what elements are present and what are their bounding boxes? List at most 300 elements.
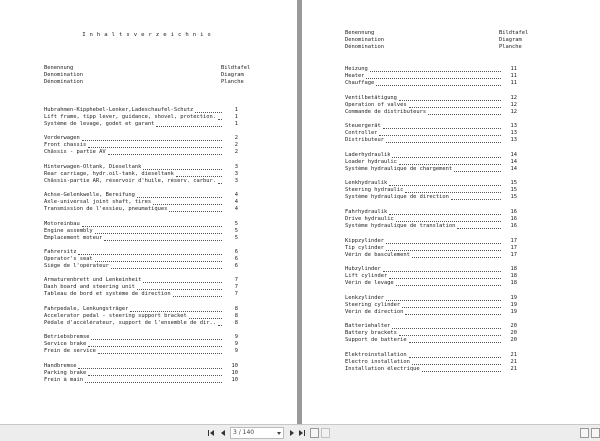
toc-entry-label: Hubzylinder <box>345 266 381 273</box>
toc-entry-page: 18 <box>510 266 517 273</box>
toc-entry-label: Vérin de levage <box>345 280 394 287</box>
toc-entry <box>345 187 517 194</box>
toc-entry <box>345 159 517 166</box>
toc-entry-page: 9 <box>234 334 238 341</box>
toc-entry <box>44 121 238 128</box>
toc-entry-label: Siége de l'opérateur <box>44 263 109 269</box>
toc-group <box>345 209 517 230</box>
toc-group <box>44 107 238 128</box>
toc-group <box>44 249 238 270</box>
toc-entry <box>345 152 517 159</box>
prev-page-icon[interactable] <box>220 429 228 437</box>
toc-entry <box>44 334 238 341</box>
toc-entry-label: Vorderwagen <box>44 135 80 142</box>
dot-leader <box>383 266 501 272</box>
dot-leader <box>137 192 222 198</box>
toc-entry <box>44 235 238 242</box>
dot-leader <box>409 337 501 343</box>
toc-entry-label: Transmission de l'essieu, pneumatiques <box>44 206 168 213</box>
chevron-down-icon[interactable] <box>277 432 281 435</box>
dot-leader <box>218 114 222 120</box>
toc-entry <box>345 337 517 344</box>
header-denomination-fr: Dénomination <box>44 79 83 85</box>
toc-entry <box>345 137 517 144</box>
toc-entry-label: Dash board and steering unit <box>44 284 135 291</box>
toc-entry-label: Service brake <box>44 341 87 348</box>
toc-entry-label: Armaturenbrett und Lenkeinheit <box>44 277 142 284</box>
toc-entry <box>345 352 517 359</box>
toc-entry-label: Frein de service <box>44 348 96 355</box>
header-left <box>345 30 384 51</box>
toc-entry-page: 21 <box>510 352 517 358</box>
toc-entry <box>345 102 517 109</box>
toc-entry-page: 10 <box>231 362 238 369</box>
header-planche: Planche <box>499 44 522 50</box>
toc-entry-page: 3 <box>234 163 238 170</box>
toc-entry <box>345 330 517 337</box>
toc-entry <box>345 166 517 173</box>
toc-entry-page: 12 <box>510 101 517 108</box>
toc-entry-page: 19 <box>510 294 517 301</box>
dot-leader <box>143 164 222 170</box>
toc-entry <box>44 199 238 206</box>
toc-entry-page: 7 <box>234 284 238 291</box>
toc-entry-page: 3 <box>234 170 238 177</box>
toc-entry-page: 14 <box>510 165 517 172</box>
toc-entry-label: Steuergerät <box>345 123 381 130</box>
toc-group <box>44 135 238 156</box>
toc-entry-label: Hubrahmen-Kipphebel-Lenker,Ladeschaufel-Schutz <box>44 107 194 113</box>
toc-entry <box>44 135 238 142</box>
toc-entry-label: Lift cylinder <box>345 273 388 280</box>
header-right <box>499 30 528 51</box>
toc-entry-label: Tip cylinder <box>345 244 384 251</box>
toc-group <box>345 295 517 316</box>
dot-leader <box>78 363 222 369</box>
toc-entry <box>345 66 517 73</box>
dot-leader <box>396 280 501 286</box>
toc-entry <box>44 107 238 114</box>
dot-leader <box>376 80 501 86</box>
toc-entry <box>345 130 517 137</box>
toc-entry <box>345 95 517 102</box>
header-planche: Planche <box>221 79 244 85</box>
dot-leader <box>405 309 501 315</box>
dot-leader <box>111 263 222 269</box>
dot-leader <box>402 302 501 308</box>
toc-entry-page: 10 <box>231 376 238 383</box>
dot-leader <box>156 121 222 127</box>
toc-entry <box>345 366 517 373</box>
first-page-icon[interactable] <box>208 429 216 437</box>
toc-entry-page: 5 <box>234 227 238 234</box>
toc-entry-page: 7 <box>234 291 238 298</box>
toc-entry-label: Hinterwagen-Öltank, Dieseltank <box>44 163 142 170</box>
toc-entry-label: Axle-universal joint shaft, tires <box>44 199 152 206</box>
toc-entry-page: 20 <box>510 323 517 330</box>
dot-leader <box>412 252 501 258</box>
dot-leader <box>422 366 501 372</box>
dot-leader <box>370 66 501 72</box>
toc-group <box>44 221 238 242</box>
dot-leader <box>218 320 222 326</box>
toc-group <box>44 334 238 355</box>
toc-entry <box>44 142 238 149</box>
toc-entry-page: 16 <box>510 209 517 215</box>
toc-entry-label: Pédale d'accélérateur, support de l'ensemble de dir.. <box>44 319 216 326</box>
toc-entry <box>44 277 238 284</box>
toc-entry-label: Battery brackets <box>345 330 397 337</box>
dot-leader <box>189 313 222 319</box>
toc-entry-page: 7 <box>234 277 238 284</box>
toc-entry <box>345 180 517 187</box>
toc-entry-label: Système de levage, godet et garant <box>44 121 155 127</box>
toc-entry-page: 2 <box>234 149 238 156</box>
toc-entry-label: Support de batterie <box>345 337 407 344</box>
toc-entry <box>44 149 238 156</box>
toc-entry <box>44 178 238 185</box>
header-right <box>221 65 250 86</box>
dot-leader <box>95 228 222 234</box>
header-left <box>44 65 83 86</box>
toc-entry-label: Chauffage <box>345 80 375 86</box>
toc-entry <box>44 192 238 199</box>
toc-entry-page: 9 <box>234 341 238 348</box>
page-number-input[interactable] <box>230 427 284 439</box>
two-page-view-icon[interactable] <box>310 428 319 438</box>
toc-entry-page: 12 <box>510 94 517 101</box>
toc-entry-page: 8 <box>234 319 238 326</box>
toc-entry-label: Vérin de basculement <box>345 251 410 258</box>
toc-entry <box>44 313 238 320</box>
dot-leader <box>218 178 222 184</box>
dot-leader <box>176 171 222 177</box>
toc-entry-label: Steering hydraulic <box>345 187 404 194</box>
dot-leader <box>130 306 222 312</box>
toc-entry <box>44 306 238 313</box>
toc-entry <box>44 263 238 270</box>
toc-title: Inhaltsverzeichnis <box>82 32 215 38</box>
toc-entry <box>345 323 517 330</box>
fit-page-icon[interactable] <box>580 428 589 438</box>
toc-entry-label: Betriebsbremse <box>44 334 90 341</box>
header-diagram: Diagram <box>221 72 244 78</box>
dot-leader <box>366 73 501 79</box>
toc-entry-label: Parking brake <box>44 369 87 376</box>
toc-entry-page: 11 <box>510 73 517 79</box>
toc-entry-page: 1 <box>234 107 238 113</box>
toc-entry <box>44 164 238 171</box>
toc-entry-page: 17 <box>510 251 517 258</box>
toc-entry <box>345 359 517 366</box>
single-page-view-icon[interactable] <box>321 428 330 438</box>
header-denomination: Denomination <box>44 72 83 78</box>
toc-entry-label: Emplacement moteur <box>44 234 103 241</box>
dot-leader <box>454 166 501 172</box>
toc-entry-page: 10 <box>231 369 238 376</box>
fit-width-icon[interactable] <box>591 428 600 438</box>
toc-entry-page: 17 <box>510 237 517 244</box>
toc-entry <box>44 370 238 377</box>
header-denomination: Denomination <box>345 37 384 43</box>
dot-leader <box>389 209 501 215</box>
header-denomination-fr: Dénomination <box>345 44 384 50</box>
toc-entry-label: Frein à main <box>44 376 83 383</box>
toc-group <box>345 238 517 259</box>
dot-leader <box>392 152 501 158</box>
dot-leader <box>173 291 222 297</box>
toc-entry-label: Lift frame, tipp lever, guidance, shovel, protection. <box>44 114 216 120</box>
toc-entry-label: Heater <box>345 73 365 79</box>
toc-entry-page: 8 <box>234 312 238 319</box>
toc-entry <box>345 123 517 130</box>
dot-leader <box>428 109 501 115</box>
dot-leader <box>399 95 501 101</box>
toc-entry-label: Fahrpedale, Lenkungsträger <box>44 305 129 312</box>
toc-entry-page: 2 <box>234 135 238 142</box>
toc-entry-page: 3 <box>234 177 238 184</box>
toc-entry-page: 5 <box>234 220 238 227</box>
toc-entry <box>345 245 517 252</box>
toc-entry-label: Rear carriage, hydr.oil-tank, dieseltank <box>44 170 174 177</box>
left-page <box>0 0 297 424</box>
toc-entry-page: 12 <box>510 108 517 115</box>
toc-entry-page: 15 <box>510 194 517 201</box>
dot-leader <box>137 284 222 290</box>
header-benennung: Benennung <box>44 65 74 71</box>
dot-leader <box>104 235 222 241</box>
dot-leader <box>405 187 501 193</box>
toc-group <box>345 352 517 373</box>
toc-entry <box>44 171 238 178</box>
toc-entry-label: Ventilbetätigung <box>345 94 397 101</box>
toc-entry-label: Kippzylinder <box>345 237 384 244</box>
dot-leader <box>82 135 222 141</box>
toc-entry-label: Front chassis <box>44 142 87 149</box>
toc-entry <box>345 216 517 223</box>
toc-entry <box>44 256 238 263</box>
toc-group <box>44 164 238 185</box>
dot-leader <box>386 137 501 143</box>
next-page-icon[interactable] <box>288 429 296 437</box>
toc-entry-page: 8 <box>234 305 238 312</box>
dot-leader <box>386 238 501 244</box>
toc-entry-label: Fahrersitz <box>44 249 77 255</box>
dot-leader <box>195 107 222 113</box>
dot-leader <box>389 180 501 186</box>
toc-entry-label: Accelerator pedal - steering support bracket <box>44 312 187 319</box>
toc-entry-label: Drive hydraulic <box>345 216 394 222</box>
toc-entry <box>345 309 517 316</box>
toc-group <box>44 192 238 213</box>
page-indicator: 3 / 140 <box>233 429 255 436</box>
header-benennung: Benennung <box>345 30 375 36</box>
toc-entry-page: 6 <box>234 249 238 255</box>
dot-leader <box>88 370 222 376</box>
toc-group <box>345 266 517 287</box>
toc-entry-label: Operator's seat <box>44 256 93 262</box>
dot-leader <box>386 295 501 301</box>
dot-leader <box>451 194 501 200</box>
toc-entry-page: 16 <box>510 223 517 229</box>
toc-entry-label: Achse-Gelenkwelle, Bereifung <box>44 192 135 199</box>
toc-entry <box>44 320 238 327</box>
dot-leader <box>409 102 501 108</box>
dot-leader <box>386 245 501 251</box>
toc-group <box>345 152 517 173</box>
toc-entry <box>345 209 517 216</box>
toc-entry-page: 18 <box>510 273 517 280</box>
toc-entry <box>345 266 517 273</box>
dot-leader <box>143 277 222 283</box>
toc-group <box>345 180 517 201</box>
toc-entry-label: Fahrhydraulik <box>345 209 388 215</box>
toc-entry-page: 1 <box>234 121 238 127</box>
toc-entry-page: 20 <box>510 337 517 344</box>
toc-group <box>345 323 517 344</box>
toc-entry-page: 5 <box>234 234 238 241</box>
toc-entry-label: Distributeur <box>345 137 384 144</box>
dot-leader <box>95 256 222 262</box>
toc-entry-page: 13 <box>510 123 517 130</box>
toc-entry-page: 20 <box>510 330 517 337</box>
toc-entry-page: 9 <box>234 348 238 355</box>
toc-entry <box>44 228 238 235</box>
dot-leader <box>457 223 501 229</box>
toc-entry-label: Installation électrique <box>345 366 420 372</box>
toc-entry-page: 13 <box>510 130 517 137</box>
toc-entry-label: Vérin de direction <box>345 308 404 315</box>
toc-entry <box>345 295 517 302</box>
viewer-toolbar <box>0 424 600 441</box>
toc-group <box>44 277 238 298</box>
toc-entry <box>345 252 517 259</box>
toc-entry-page: 15 <box>510 180 517 187</box>
toc-group <box>345 123 517 144</box>
toc-entry-page: 1 <box>234 114 238 120</box>
toc-entry-page: 19 <box>510 301 517 308</box>
toc-entry-label: Engine assembly <box>44 227 93 234</box>
toc-entry-label: Electro installation <box>345 359 410 365</box>
toc-entry <box>44 341 238 348</box>
dot-leader <box>85 377 222 383</box>
toc-entry <box>345 109 517 116</box>
toc-entry-label: Operation of valves <box>345 101 407 108</box>
toc-entry-page: 16 <box>510 216 517 222</box>
toc-entry-label: Batteriehalter <box>345 323 391 330</box>
toc-entry-page: 18 <box>510 280 517 287</box>
header-bildtafel: Bildtafel <box>221 65 251 71</box>
toc-entry <box>345 80 517 87</box>
toc-entry-label: Tableau de bord et système de direction <box>44 291 171 298</box>
toc-entry-label: Système hydraulique de chargement <box>345 165 453 172</box>
toc-entry-page: 4 <box>234 199 238 206</box>
dot-leader <box>409 352 501 358</box>
toc-entry-label: Elektroinstallation <box>345 352 407 358</box>
toc-entry-page: 13 <box>510 137 517 144</box>
dot-leader <box>392 323 501 329</box>
toc-entry <box>44 114 238 121</box>
toc-group <box>44 363 238 384</box>
toc-entry-label: Motoreinbau <box>44 220 80 227</box>
toc-entry <box>44 284 238 291</box>
toc-entry-label: Commande de distributeurs <box>345 108 427 115</box>
dot-leader <box>91 334 222 340</box>
toc-entry <box>345 223 517 230</box>
dot-leader <box>379 130 501 136</box>
toc-entry-page: 19 <box>510 308 517 315</box>
toc-entry-label: Handbremse <box>44 362 77 369</box>
header-diagram: Diagram <box>499 37 522 43</box>
toc-entry <box>345 194 517 201</box>
toc-entry-page: 14 <box>510 158 517 165</box>
toc-entry-label: Steering cylinder <box>345 301 401 308</box>
toc-entry-label: Lenkhydraulik <box>345 180 388 187</box>
toc-group <box>345 66 517 87</box>
toc-entry <box>345 280 517 287</box>
toc-entry-label: Châssis-partie AR, réservoir d'huile, réserv. carbur. <box>44 177 216 184</box>
toc-entry-label: Lenkzylinder <box>345 294 384 301</box>
dot-leader <box>153 199 222 205</box>
toc-entry-label: Système hydraulique de translation <box>345 223 456 229</box>
dot-leader <box>88 341 222 347</box>
dot-leader <box>82 221 222 227</box>
toc-entry <box>44 377 238 384</box>
toc-entry-page: 4 <box>234 206 238 213</box>
toc-entry-page: 17 <box>510 244 517 251</box>
toc-entry <box>44 206 238 213</box>
toc-entry <box>44 363 238 370</box>
toc-entry <box>44 249 238 256</box>
toc-group <box>44 306 238 327</box>
dot-leader <box>399 330 501 336</box>
toc-entry <box>44 348 238 355</box>
right-page <box>302 0 600 424</box>
toc-entry-label: Système hydraulique de direction <box>345 194 449 201</box>
toc-entry <box>345 273 517 280</box>
toc-entry <box>44 291 238 298</box>
toc-entry <box>345 302 517 309</box>
last-page-icon[interactable] <box>298 429 306 437</box>
dot-leader <box>169 206 222 212</box>
toc-entry-page: 21 <box>510 366 517 372</box>
toc-entry-label: Loader hydraulic <box>345 158 397 165</box>
toc-entry-page: 6 <box>234 256 238 262</box>
toc-group <box>345 95 517 116</box>
dot-leader <box>98 348 222 354</box>
toc-entry-page: 6 <box>234 263 238 269</box>
dot-leader <box>383 123 501 129</box>
header-bildtafel: Bildtafel <box>499 30 529 36</box>
toc-entry-label: Châssis - partie AV <box>44 149 106 156</box>
dot-leader <box>396 216 501 222</box>
toc-entry <box>44 221 238 228</box>
dot-leader <box>389 273 501 279</box>
toc-entry-page: 21 <box>510 359 517 365</box>
dot-leader <box>108 149 222 155</box>
toc-entry-label: Heizung <box>345 66 368 72</box>
toc-entry <box>345 73 517 80</box>
toc-entry-page: 2 <box>234 142 238 149</box>
dot-leader <box>88 142 222 148</box>
toc-entry-page: 11 <box>510 66 517 72</box>
dot-leader <box>399 159 501 165</box>
toc-entry-page: 14 <box>510 151 517 158</box>
toc-entry-label: Laderhydraulik <box>345 151 391 158</box>
dot-leader <box>412 359 501 365</box>
dot-leader <box>78 249 222 255</box>
toc-entry-page: 15 <box>510 187 517 194</box>
